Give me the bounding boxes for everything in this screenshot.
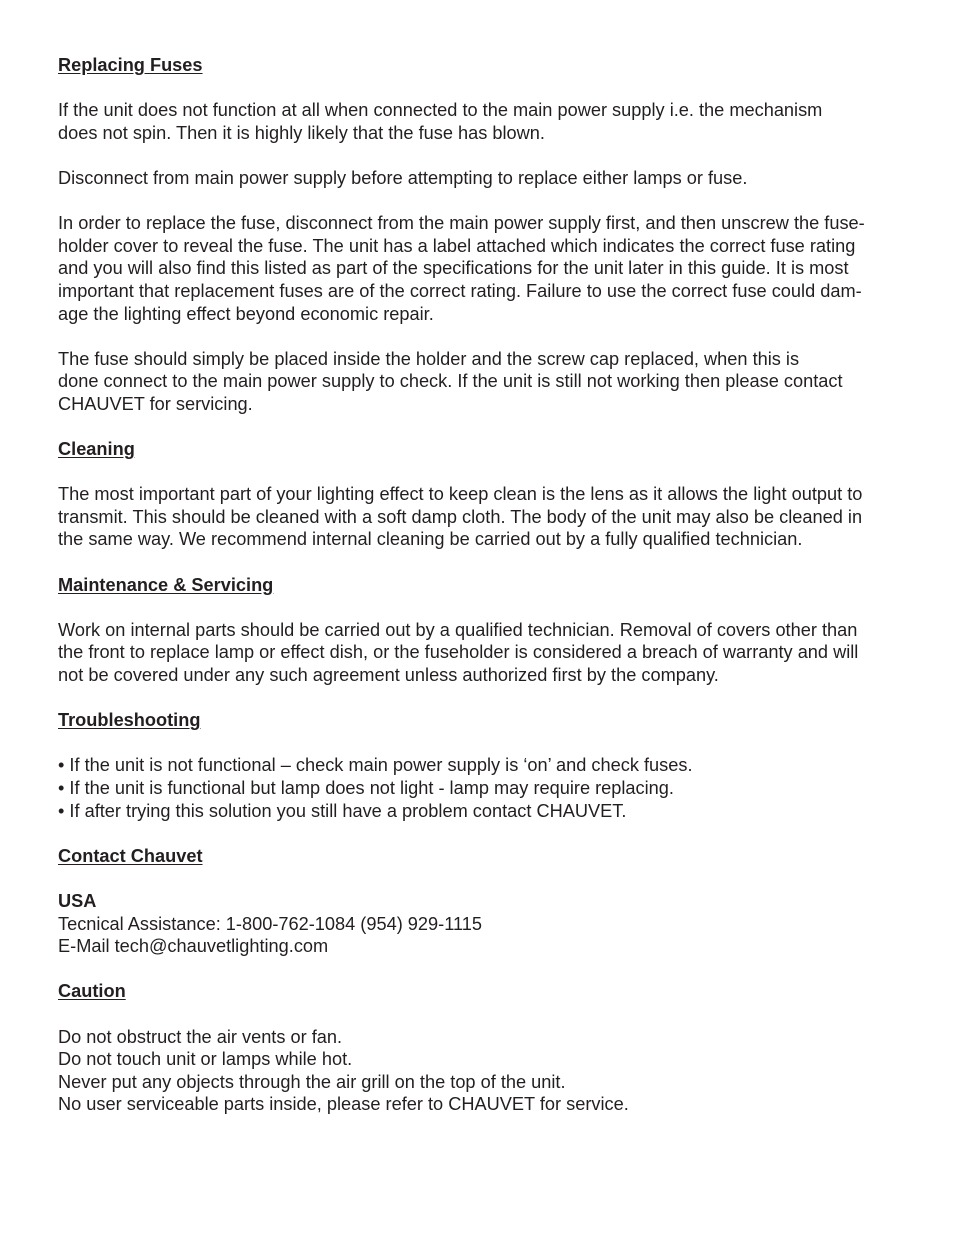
troubleshooting-list <box>58 754 900 822</box>
text-line: not be covered under any such agreement unless authorized first by the company. <box>58 665 719 686</box>
spacer <box>58 461 900 484</box>
phone-line: Tecnical Assistance: 1-800-762-1084 (954) 929-1115 <box>58 913 482 934</box>
replacing-fuses-paragraph-1 <box>58 99 900 144</box>
spacer <box>58 867 900 890</box>
replacing-fuses-heading: Replacing Fuses <box>58 55 203 75</box>
caution-line: Never put any objects through the air grill on the top of the unit. <box>58 1071 566 1092</box>
spacer <box>58 596 900 619</box>
replacing-fuses-paragraph-3 <box>58 212 900 325</box>
spacer <box>58 732 900 755</box>
email-line: E-Mail tech@chauvetlighting.com <box>58 936 329 957</box>
manual-page <box>58 54 900 1116</box>
text-line: the front to replace lamp or effect dish, or the fuseholder is considered a breach of warranty and will <box>58 642 859 663</box>
text-line: If the unit does not function at all when connected to the main power supply i.e. the mechanism <box>58 100 823 121</box>
spacer <box>58 687 900 710</box>
caution-line: No user serviceable parts inside, please refer to CHAUVET for service. <box>58 1094 629 1115</box>
maintenance-paragraph <box>58 619 900 687</box>
list-item: • If after trying this solution you still have a problem contact CHAUVET. <box>58 800 627 821</box>
troubleshooting-heading: Troubleshooting <box>58 710 201 731</box>
replacing-fuses-paragraph-2 <box>58 167 900 190</box>
contact-details <box>58 913 900 958</box>
caution-line: Do not touch unit or lamps while hot. <box>58 1049 353 1070</box>
replacing-fuses-paragraph-4 <box>58 348 900 416</box>
contact-heading: Contact Chauvet <box>58 845 203 866</box>
text-line: CHAUVET for servicing. <box>58 393 253 414</box>
caution-heading: Caution <box>58 981 126 1002</box>
spacer <box>58 190 900 213</box>
maintenance-heading: Maintenance & Servicing <box>58 574 274 595</box>
spacer <box>58 416 900 439</box>
spacer <box>58 77 900 100</box>
text-line: and you will also find this listed as part of the specifications for the unit later in this guide. It is most <box>58 258 849 279</box>
contact-region: USA <box>58 890 97 911</box>
list-item: • If the unit is functional but lamp does not light - lamp may require replacing. <box>58 778 674 798</box>
spacer <box>58 1003 900 1026</box>
text-line: the same way. We recommend internal cleaning be carried out by a fully qualified technician. <box>58 529 803 550</box>
text-line: transmit. This should be cleaned with a soft damp cloth. The body of the unit may also be cleaned in <box>58 506 863 527</box>
spacer <box>58 551 900 574</box>
list-item: • If the unit is not functional – check main power supply is ‘on’ and check fuses. <box>58 755 693 776</box>
text-line: important that replacement fuses are of the correct rating. Failure to use the correct fuse could dam- <box>58 280 862 301</box>
text-line: The most important part of your lighting effect to keep clean is the lens as it allows the light output to <box>58 484 863 505</box>
text-line: age the lighting effect beyond economic repair. <box>58 303 434 324</box>
spacer <box>58 144 900 167</box>
caution-list <box>58 1026 900 1116</box>
text-line: done connect to the main power supply to check. If the unit is still not working then please contact <box>58 371 843 392</box>
spacer <box>58 958 900 981</box>
caution-line: Do not obstruct the air vents or fan. <box>58 1026 343 1047</box>
text-line: In order to replace the fuse, disconnect from the main power supply first, and then unscrew the fuse- <box>58 213 865 234</box>
cleaning-heading: Cleaning <box>58 439 135 460</box>
text-line: Disconnect from main power supply before attempting to replace either lamps or fuse. <box>58 167 748 188</box>
text-line: holder cover to reveal the fuse. The unit has a label attached which indicates the correct fuse rating <box>58 235 856 256</box>
spacer <box>58 822 900 845</box>
spacer <box>58 325 900 348</box>
text-line: does not spin. Then it is highly likely that the fuse has blown. <box>58 122 545 143</box>
text-line: Work on internal parts should be carried out by a qualified technician. Removal of covers other than <box>58 619 858 640</box>
cleaning-paragraph <box>58 483 900 551</box>
text-line: The fuse should simply be placed inside the holder and the screw cap replaced, when this is <box>58 348 800 369</box>
